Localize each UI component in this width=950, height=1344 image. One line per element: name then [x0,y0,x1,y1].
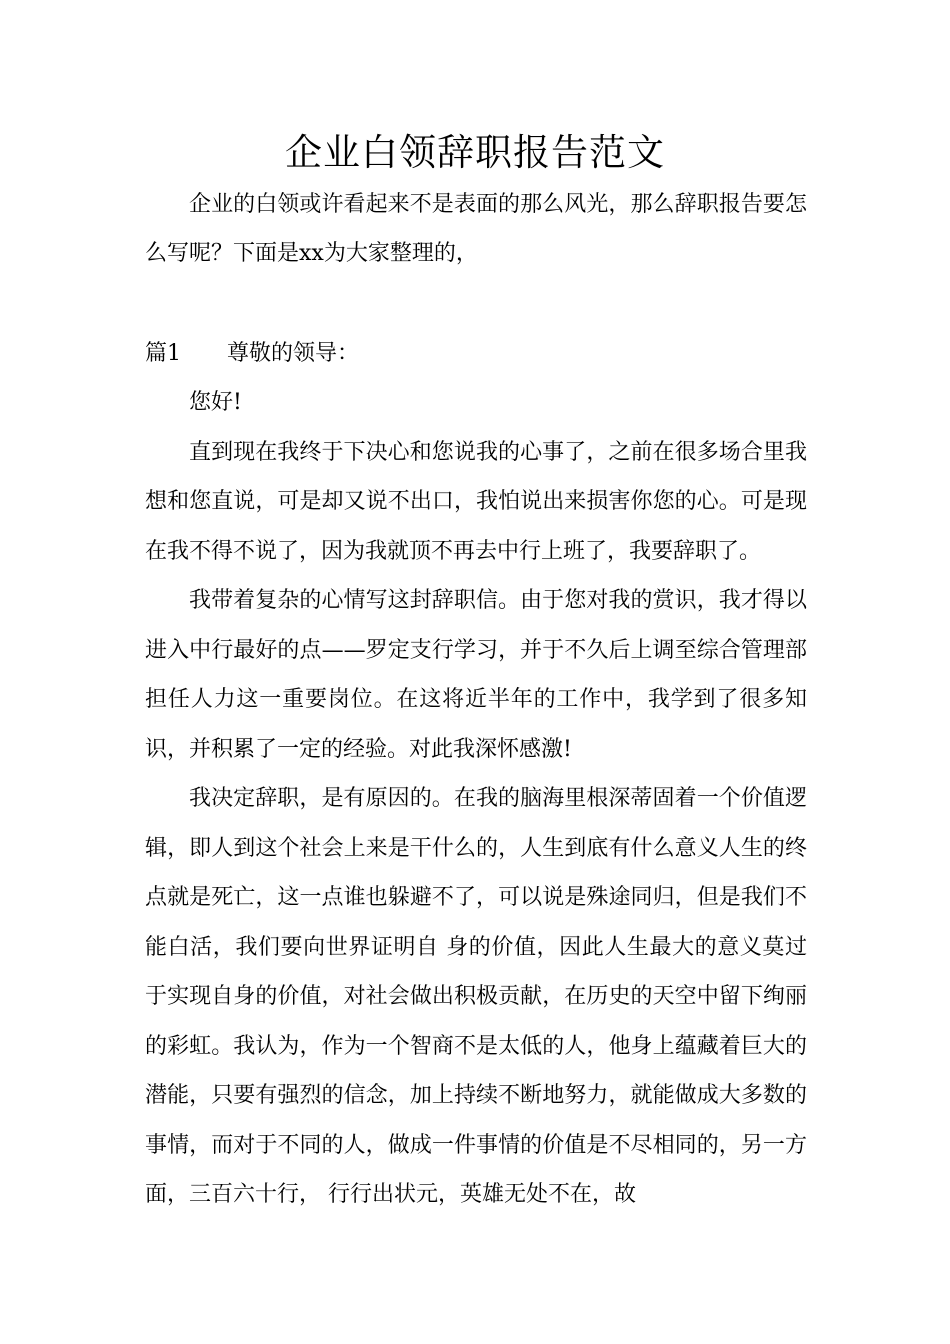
letter-body [145,378,807,1220]
body-paragraph-1: 直到现在我终于下决心和您说我的心事了，之前在很多场合里我想和您直说，可是却又说不出口，我怕说出来损害你您的心。可是现在我不得不说了，因为我就顶不再去中行上班了，我要辞职了。 [145,439,807,564]
body-paragraph-2: 我带着复杂的心情写这封辞职信。由于您对我的赏识，我才得以进入中行最好的点——罗定支行学习，并于不久后上调至综合管理部担任人力这一重要岗位。在这将近半年的工作中，我学到了很多知识，并积累了一定的经验。对此我深怀感激! [145,588,807,762]
greeting: 您好! [189,390,242,415]
document-title: 企业白领辞职报告范文 [285,131,665,174]
section-heading [145,334,359,374]
section-label: 篇1 [145,341,181,366]
salutation: 尊敬的领导： [227,341,360,366]
body-paragraph-3: 我决定辞职，是有原因的。在我的脑海里根深蒂固着一个价值逻辑，即人到这个社会上来是干什么的，人生到底有什么意义人生的终点就是死亡，这一点谁也躲避不了，可以说是殊途同归，但是我们不能白活，我们要向世界证明自 身的价值，因此人生最大的意义莫过于实现自身的价值，对社会做出积极贡献，在历史的天空中留下绚丽的彩虹。我认为，作为一个智商不是太低的人，他身上蕴藏着巨大的潜能，只要有强烈的信念，加上持续不断地努力，就能做成大多数的事情，而对于不同的人，做成一件事情的价值是不尽相同的，另一方面，三百六十行， 行行出状元，英雄无处不在，故 [145,786,807,1207]
intro-paragraph: 企业的白领或许看起来不是表面的那么风光，那么辞职报告要怎么写呢？下面是xx为大家整理的， [145,192,807,266]
